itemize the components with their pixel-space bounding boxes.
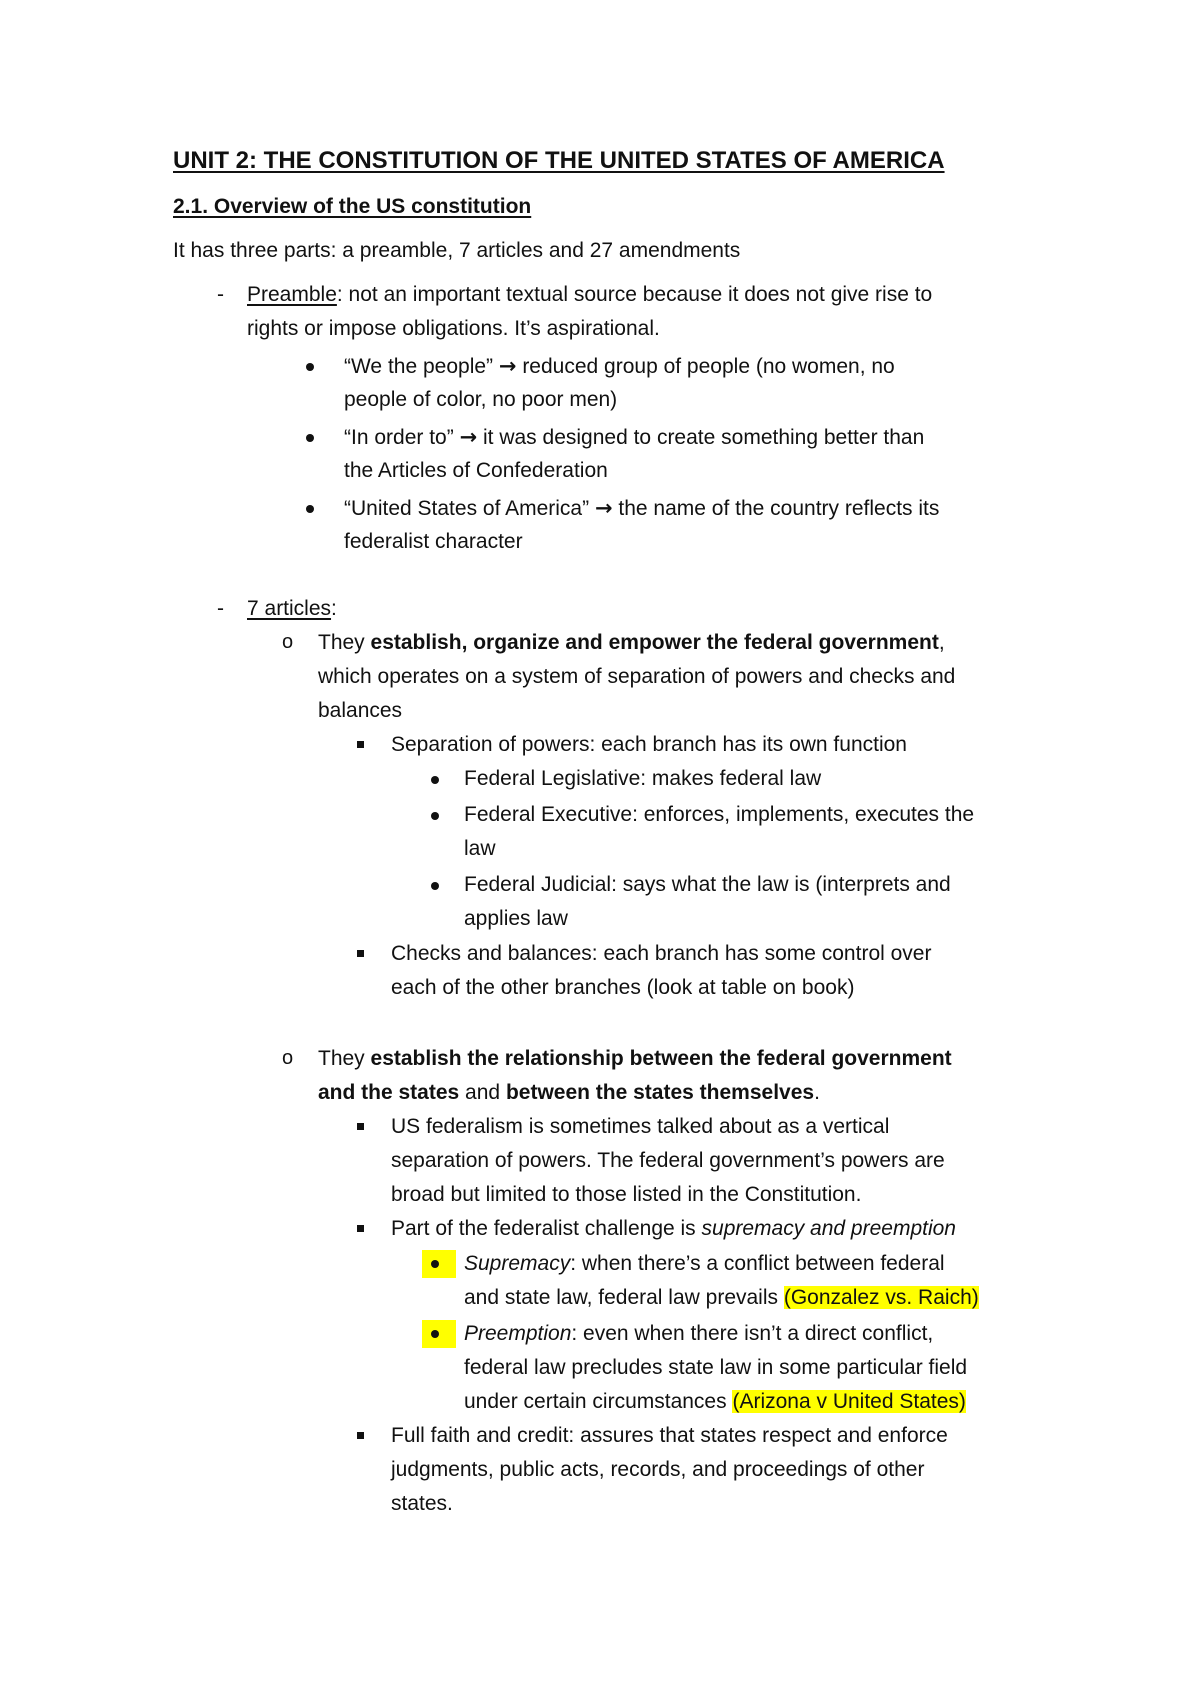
- square-bullet: [357, 1123, 364, 1130]
- circle-bullet: o: [282, 1047, 294, 1069]
- point-text: They: [318, 1047, 371, 1070]
- point-text: ,: [938, 631, 945, 654]
- preemption-term: Preemption: [464, 1322, 572, 1345]
- federalism-line-3: broad but limited to those listed in the Constitution.: [391, 1183, 862, 1206]
- square-bullet: [357, 1225, 364, 1232]
- highlighted-bullet: [422, 1320, 456, 1348]
- supremacy-text: and state law, federal law prevails: [464, 1286, 784, 1309]
- articles-colon: :: [331, 597, 337, 620]
- branch-executive: Federal Executive: enforces, implements, executes the: [464, 803, 975, 826]
- bullet-dot: [431, 776, 439, 784]
- bullet-dot: [306, 434, 314, 442]
- articles-point-2: [318, 1046, 952, 1072]
- articles-label: 7 articles: [247, 597, 332, 620]
- bullet-dot: [306, 363, 314, 371]
- federalist-challenge: [391, 1216, 956, 1242]
- preemption-text: : even when there isn’t a direct conflict,: [571, 1322, 934, 1345]
- point-bold-text: establish the relationship between the federal government: [370, 1047, 952, 1070]
- preamble-text: : not an important textual source because it does not give rise to: [336, 283, 933, 306]
- point-bold-text: establish, organize and empower the federal government: [370, 631, 939, 654]
- bullet-dot: [431, 1260, 439, 1268]
- bullet-text: it was designed to create something better than: [477, 426, 925, 449]
- dash-bullet: -: [217, 597, 224, 620]
- supremacy-line-2: [464, 1285, 979, 1311]
- preemption-line-3: [464, 1389, 966, 1415]
- bullet-text: reduced group of people (no women, no: [516, 355, 895, 378]
- circle-bullet: o: [282, 631, 294, 653]
- branch-legislative: Federal Legislative: makes federal law: [464, 767, 822, 790]
- preamble-bullet-1: [344, 353, 895, 380]
- articles-point-1-line-3: balances: [318, 699, 403, 722]
- arrow-icon: →: [594, 496, 613, 520]
- preamble-bullet-2: [344, 424, 924, 451]
- quote-text: “In order to”: [344, 426, 454, 449]
- articles-point-1: [318, 630, 945, 656]
- preamble-label: Preamble: [247, 283, 337, 306]
- bullet-dot: [431, 1330, 439, 1338]
- case-citation-highlight: (Gonzalez vs. Raich): [783, 1286, 979, 1309]
- highlighted-bullet: [422, 1250, 456, 1278]
- full-faith-line-3: states.: [391, 1492, 453, 1515]
- separation-of-powers: Separation of powers: each branch has its own function: [391, 733, 907, 756]
- preamble-bullet-1-cont: people of color, no poor men): [344, 388, 618, 411]
- federalism-line-2: separation of powers. The federal government’s powers are: [391, 1149, 945, 1172]
- checks-and-balances: Checks and balances: each branch has some control over: [391, 942, 932, 965]
- checks-and-balances-cont: each of the other branches (look at table on book): [391, 976, 855, 999]
- articles-heading: [247, 596, 337, 622]
- quote-text: “United States of America”: [344, 497, 590, 520]
- supremacy-line-1: [464, 1251, 945, 1277]
- square-bullet: [357, 741, 364, 748]
- challenge-italic-text: supremacy and preemption: [701, 1217, 956, 1240]
- point-text: and: [459, 1081, 506, 1104]
- articles-point-2-line-2: [318, 1080, 820, 1106]
- quote-text: “We the people”: [344, 355, 494, 378]
- supremacy-text: : when there’s a conflict between federal: [570, 1252, 945, 1275]
- preamble-line-2: rights or impose obligations. It’s aspirational.: [247, 317, 660, 340]
- point-bold-text: between the states themselves: [505, 1081, 815, 1104]
- challenge-text: Part of the federalist challenge is: [391, 1217, 702, 1240]
- arrow-icon: →: [459, 425, 478, 449]
- full-faith-line-2: judgments, public acts, records, and proceedings of other: [391, 1458, 925, 1481]
- point-text: They: [318, 631, 371, 654]
- point-bold-text: and the states: [318, 1081, 460, 1104]
- bullet-text: the name of the country reflects its: [612, 497, 940, 520]
- dash-bullet: -: [217, 283, 224, 306]
- bullet-dot: [306, 505, 314, 513]
- document-title: UNIT 2: THE CONSTITUTION OF THE UNITED STATES OF AMERICA: [173, 147, 945, 174]
- full-faith-line-1: Full faith and credit: assures that states respect and enforce: [391, 1424, 948, 1447]
- federalism-line-1: US federalism is sometimes talked about as a vertical: [391, 1115, 890, 1138]
- preamble-bullet-2-cont: the Articles of Confederation: [344, 459, 608, 482]
- preemption-line-2: federal law precludes state law in some particular field: [464, 1356, 968, 1379]
- arrow-icon: →: [498, 354, 517, 378]
- section-heading: 2.1. Overview of the US constitution: [173, 195, 532, 218]
- branch-judicial-cont: applies law: [464, 907, 568, 930]
- branch-judicial: Federal Judicial: says what the law is (interprets and: [464, 873, 951, 896]
- preamble-line-1: [247, 282, 932, 308]
- preamble-bullet-3-cont: federalist character: [344, 530, 523, 553]
- bullet-dot: [431, 812, 439, 820]
- supremacy-term: Supremacy: [464, 1252, 571, 1275]
- point-text: .: [814, 1081, 820, 1104]
- square-bullet: [357, 1432, 364, 1439]
- case-citation-highlight: (Arizona v United States): [732, 1390, 966, 1413]
- bullet-dot: [431, 882, 439, 890]
- preamble-bullet-3: [344, 495, 939, 522]
- preemption-text: under certain circumstances: [464, 1390, 733, 1413]
- intro-text: It has three parts: a preamble, 7 articles and 27 amendments: [173, 239, 741, 262]
- articles-point-1-line-2: which operates on a system of separation of powers and checks and: [318, 665, 956, 688]
- preemption-line-1: [464, 1321, 933, 1347]
- square-bullet: [357, 950, 364, 957]
- branch-executive-cont: law: [464, 837, 496, 860]
